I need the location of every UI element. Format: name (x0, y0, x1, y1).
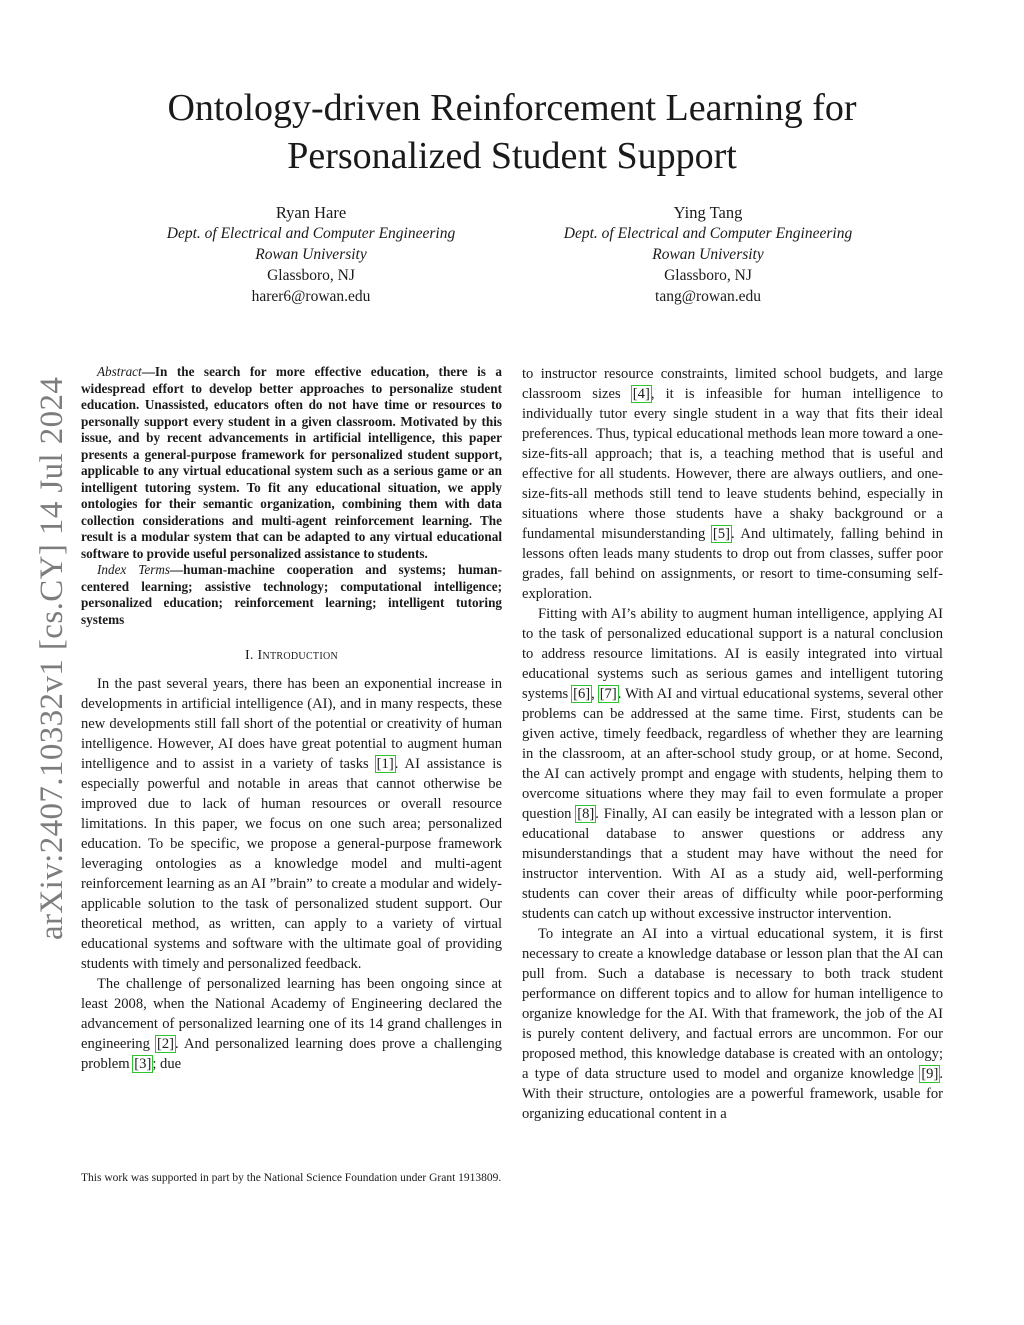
citation-link[interactable]: [4] (632, 386, 650, 402)
paragraph (522, 604, 943, 924)
abstract-label: Abstract (97, 364, 142, 379)
index-terms-text: —human-machine cooperation and systems; human-centered learning; assistive technology; computational intelligence; personalized education; reinforcement learning; intelligent tutoring systems (81, 562, 502, 627)
paragraph-text: . And personalized learning does prove a challenging problem (81, 1036, 502, 1072)
right-column (522, 364, 943, 1124)
citation-link[interactable]: [6] (573, 686, 591, 702)
citation-link[interactable]: [2] (157, 1036, 175, 1052)
section-number: I. (244, 648, 258, 663)
paragraph (522, 924, 943, 1124)
author-location: Glassboro, NJ (664, 267, 752, 284)
paragraph-text: . AI assistance is especially powerful and notable in areas that cannot otherwise be improved due to lack of human resources or overall resource limitations. In this paper, we focus on one such area; personalized education. To be specific, we propose a general-purpose framework leveraging ontologies as a knowledge model and multi-agent reinforcement learning as an AI ”brain” to create a modular and widely-applicable solution to the task of personalized student support. Our theoretical method, as written, can apply to a variety of virtual educational systems and software with the ultimate goal of providing students with timely and personalized feedback. (81, 756, 502, 972)
citation-link[interactable]: [3] (134, 1056, 152, 1072)
paragraph-text: . With their structure, ontologies are a powerful framework, usable for organizing educational content in a (522, 1066, 943, 1122)
left-column (81, 364, 502, 1074)
author-email: harer6@rowan.edu (251, 288, 371, 305)
funding-footnote (81, 1171, 502, 1186)
author-name: Ying Tang (673, 203, 743, 222)
paragraph-text: The challenge of personalized learning has been ongoing since at least 2008, when the National Academy of Engineering declared the advancement of personalized learning one of its 14 grand challenges in engineering (81, 976, 502, 1052)
paper-title: Ontology-driven Reinforcement Learning for Personalized Student Support (167, 87, 857, 177)
paragraph-text: Fitting with AI’s ability to augment human intelligence, applying AI to the task of personalized educational support is a natural conclusion to address resource limitations. AI is easily integrated into virtual educational systems such as serious games and intelligent tutoring systems (522, 606, 943, 702)
citation-link[interactable]: [7] (599, 686, 617, 702)
author-block-2 (508, 202, 908, 307)
author-university: Rowan University (652, 246, 764, 263)
section-title: Introduction (257, 648, 339, 663)
author-department: Dept. of Electrical and Computer Engineering (563, 225, 853, 242)
citation-link[interactable]: [5] (712, 526, 730, 542)
paragraph-text: , (591, 686, 599, 702)
paragraph-text: , it is infeasible for human intelligence to individually tutor every single student in a way that fits their ideal preferences. Thus, typical educational methods lean more toward a one-size-fits-all approach; that is, a teaching method that is useful and effective for all students. However, there are always outliers, and one-size-fits-all methods still tend to leave students behind, especially in situations where those students have a shaky background or a fundamental misunderstanding (522, 386, 944, 542)
paragraph-text: ; due (152, 1056, 182, 1072)
paragraph-text: To integrate an AI into a virtual educational system, it is first necessary to create a knowledge database or lesson plan that the AI can pull from. Such a database is necessary to both track student performance on different topics and to allow for human intelligence to organize knowledge for the AI. With that framework, the job of the AI is purely content delivery, and factual errors are uncommon. For our proposed method, this knowledge database is created with an ontology; a type of data structure used to model and organize knowledge (522, 926, 943, 1082)
footnote-text: This work was supported in part by the National Science Foundation under Grant 1913809. (81, 1172, 502, 1184)
paragraph-text: . With AI and virtual educational systems, several other problems can be addressed at the same time. First, students can be given active, timely feedback, regardless of whether they are learning in the classroom, at an after-school study group, or at home. Second, the AI can actively prompt and engage with students, helping them to overcome situations where they may fail to even formulate a proper question (522, 686, 943, 822)
citation-link[interactable]: [8] (577, 806, 595, 822)
abstract-text: —In the search for more effective education, there is a widespread effort to develop better approaches to personalize student education. Unassisted, educators often do not have time or resources to personally support every student in a given classroom. Motivated by this issue, and by recent advancements in artificial intelligence, this paper presents a general-purpose framework for personalized student support, applicable to any virtual educational system such as a serious game or an intelligent tutoring system. To fit any educational situation, we apply ontologies for their semantic organization, combining them with data collection considerations and multi-agent reinforcement learning. The result is a modular system that can be adapted to any virtual educational software to provide useful personalized assistance to students. (81, 364, 502, 561)
author-email: tang@rowan.edu (655, 288, 761, 305)
arxiv-identifier-stamp: arXiv:2407.10332v1 [cs.CY] 14 Jul 2024 (34, 376, 70, 940)
author-block-1 (111, 202, 511, 307)
author-department: Dept. of Electrical and Computer Engineering (166, 225, 456, 242)
index-terms (81, 562, 502, 628)
abstract (81, 364, 502, 562)
paragraph (522, 364, 943, 604)
citation-link[interactable]: [9] (921, 1066, 939, 1082)
index-terms-label: Index Terms (97, 562, 170, 577)
paragraph-text: . Finally, AI can easily be integrated with a lesson plan or educational database to answer questions or address any misunderstandings that a student may have without the need for instructor intervention. With AI as a study aid, well-performing students can cover their areas of difficulty while poor-performing students can catch up without excessive instructor intervention. (522, 806, 944, 922)
paragraph-text: to instructor resource constraints, limited school budgets, and large classroom sizes (522, 366, 943, 402)
citation-link[interactable]: [1] (376, 756, 394, 772)
author-name: Ryan Hare (275, 203, 347, 222)
author-location: Glassboro, NJ (267, 267, 355, 284)
paragraph (81, 674, 502, 974)
section-heading-introduction (81, 646, 502, 666)
author-university: Rowan University (255, 246, 367, 263)
paragraph (81, 974, 502, 1074)
paragraph-text: In the past several years, there has been an exponential increase in developments in artificial intelligence (AI), and in many respects, these new developments still fall short of the potential or creativity of human intelligence. However, AI does have great potential to augment human intelligence and to assist in a variety of tasks (81, 676, 502, 772)
paragraph-text: . And ultimately, falling behind in lessons often leads many students to drop out from classes, suffer poor grades, fall behind on assignments, or resort to time-consuming self-exploration. (522, 526, 943, 602)
